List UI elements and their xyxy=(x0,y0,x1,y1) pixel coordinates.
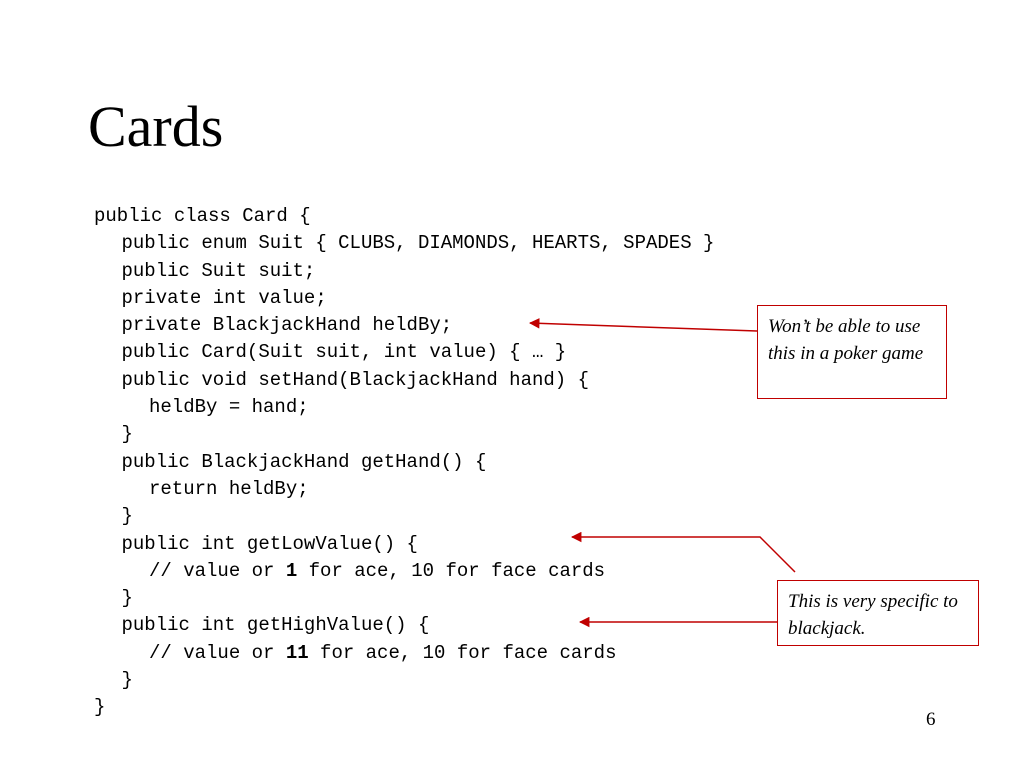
code-text: public Card(Suit suit, int value) { … } xyxy=(121,341,567,364)
code-text: } xyxy=(121,423,133,446)
code-text: private int value; xyxy=(121,286,327,309)
code-emphasis: 11 xyxy=(285,641,309,664)
code-text: heldBy = hand; xyxy=(149,396,309,419)
code-text: // value or xyxy=(149,641,286,664)
code-text: public int getLowValue() { xyxy=(121,532,418,555)
code-text: public int getHighValue() { xyxy=(121,614,430,637)
blackjack-annotation: This is very specific to blackjack. xyxy=(777,580,979,646)
code-emphasis: 1 xyxy=(285,559,298,582)
code-text: } xyxy=(121,505,133,528)
code-text: return heldBy; xyxy=(149,477,309,500)
arrow-to-getlowvalue xyxy=(572,537,795,572)
code-text: public BlackjackHand getHand() { xyxy=(121,450,487,473)
code-text: // value or xyxy=(149,559,286,582)
code-text: for ace, 10 for face cards xyxy=(297,559,606,582)
code-text: public enum Suit { CLUBS, DIAMONDS, HEARTS, SPADES } xyxy=(121,232,715,255)
code-text: } xyxy=(94,696,106,719)
code-text: } xyxy=(121,669,133,692)
slide-title: Cards xyxy=(88,94,224,159)
code-text: public Suit suit; xyxy=(121,259,316,282)
arrow-to-heldby xyxy=(530,323,757,331)
poker-annotation: Won’t be able to use this in a poker game xyxy=(757,305,947,399)
code-text: public void setHand(BlackjackHand hand) { xyxy=(121,368,589,391)
code-text: private BlackjackHand heldBy; xyxy=(121,314,453,337)
page-number: 6 xyxy=(926,709,936,730)
code-text: for ace, 10 for face cards xyxy=(308,641,617,664)
code-text: } xyxy=(121,587,133,610)
code-text: public class Card { xyxy=(94,205,311,227)
